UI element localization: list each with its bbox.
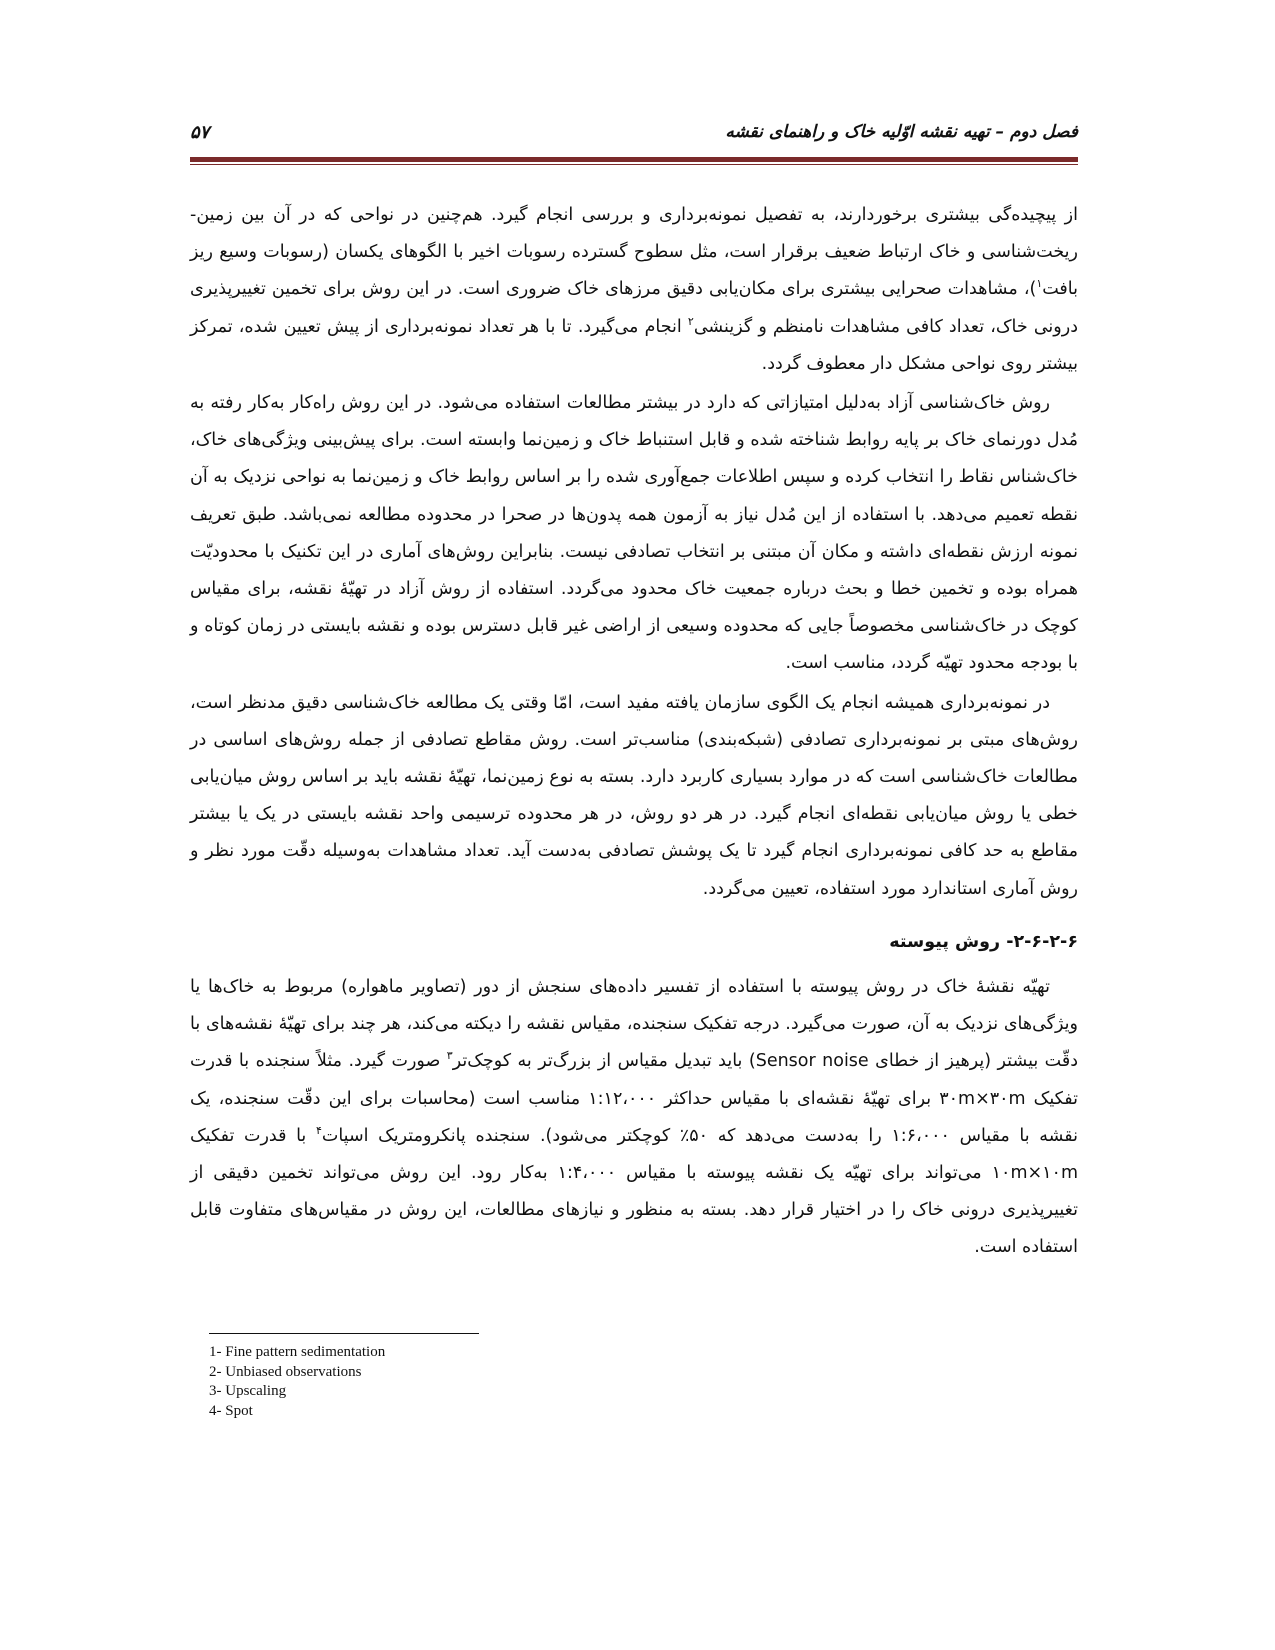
- footnote-3: 3- Upscaling: [209, 1383, 287, 1399]
- paragraph-3: در نمونه‌برداری همیشه انجام یک الگوی سازمان یافته مفید است، امّا وقتی یک مطالعه خاک‌شناسی دقیق مدنظر است، روش‌های مبتی بر نمونه‌برداری تصادفی (شبکه‌بندی) مناسب‌تر است. روش مقاطع تصادفی از جمله روش‌های اساسی در مطالعات خاک‌شناسی است که در موارد بسیاری کاربرد دارد. بسته به نوع زمین‌نما، تهیّهٔ نقشه باید بر اساس روش میان‌یابی خطی یا روش میان‌یابی نقطه‌ای انجام گیرد. در هر دو روش، در هر محدوده ترسیمی واحد نقشه بایستی در یک یا بیشتر مقاطع به حد کافی نمونه‌برداری انجام گیرد تا یک پوشش تصادفی به‌دست آید. تعداد مشاهدات به‌وسیله دقّت مورد نظر و روش آماری استاندارد مورد استفاده، تعیین می‌گردد.: [190, 692, 1078, 899]
- footnote-ref-4: ۴: [315, 1124, 322, 1138]
- section-heading: ۲-۶-۲-۶- روش پیوسته: [889, 931, 1078, 952]
- page-number: ۵۷: [190, 122, 210, 143]
- footnote-ref-3: ۳: [446, 1049, 453, 1063]
- header-rule-thin: [190, 164, 1078, 165]
- footnote-1: 1- Fine pattern sedimentation: [209, 1344, 386, 1360]
- header-rule-thick: [190, 157, 1078, 162]
- footnotes: [209, 1343, 385, 1421]
- footnote-separator: [209, 1333, 479, 1334]
- chapter-title: فصل دوم – تهیه نقشه اوّلیه خاک و راهنمای نقشه: [725, 122, 1078, 142]
- paragraph-2: روش خاک‌شناسی آزاد به‌دلیل امتیازاتی که دارد در بیشتر مطالعات استفاده می‌شود. در این روش راه‌کار به‌کار رفته به مُدل دورنمای خاک بر پایه روابط شناخته شده و قابل استنباط خاک و زمین‌نما وابسته است. برای پیش‌بینی ویژگی‌های خاک، خاک‌شناس نقاط را انتخاب کرده و سپس اطلاعات جمع‌آوری شده را بر اساس روابط خاک و زمین‌نما به نواحی نزدیک به آن نقطه تعمیم می‌دهد. با استفاده از این مُدل نیاز به آزمون همه پدون‌ها در صحرا در محدوده مطالعه نمی‌باشد. طبق تعریف نمونه ارزش نقطه‌ای داشته و مکان آن مبتنی بر انتخاب تصادفی نیست. بنابراین روش‌های آماری در این تکنیک با محدودیّت همراه بوده و تخمین خطا و بحث درباره جمعیت خاک محدود می‌گردد. استفاده از روش آزاد در تهیّهٔ نقشه، برای مقیاس کوچک در خاک‌شناسی مخصوصاً جایی که محدوده وسیعی از اراضی غیر قابل دسترس بوده و نقشه بایستی در زمان کوتاه و با بودجه محدود تهیّه گردد، مناسب است.: [190, 393, 1078, 674]
- footnote-4: 4- Spot: [209, 1402, 253, 1419]
- footnote-2: 2- Unbiased observations: [209, 1363, 362, 1380]
- footnote-ref-2: ۲: [687, 314, 694, 328]
- footnote-ref-1: ۱: [1036, 277, 1043, 291]
- body-text: [190, 197, 1078, 1269]
- page-header: [190, 118, 1078, 154]
- paragraph-4: تهیّه نقشهٔ خاک در روش پیوسته با استفاده از تفسیر داده‌های سنجش از دور (تصاویر ماهواره) مربوط به خاک‌ها یا ویژگی‌های نزدیک به آن، صورت می‌گیرد. درجه تفکیک سنجنده، مقیاس نقشه را دیکته می‌کند، هر چند برای تهیّهٔ نقشه‌های با دقّت بیشتر (پرهیز از خطای Sensor noise) باید تبدیل مقیاس از بزرگ‌تر به کوچک‌تر$^۳$ صورت گیرد. مثلاً سنجنده با قدرت تفکیک ۳۰m×۳۰m برای تهیّهٔ نقشه‌ای با مقیاس حداکثر ۱:۱۲،۰۰۰ مناسب است (محاسبات برای این دقّت سنجنده، یک نقشه با مقیاس ۱:۶،۰۰۰ را به‌دست می‌دهد که ۵۰٪ کوچکتر می‌شود). سنجنده پانکرومتریک اسپات$^۴$ با قدرت تفکیک ۱۰m×۱۰m می‌تواند برای تهیّه یک نقشه پیوسته با مقیاس ۱:۴،۰۰۰ به‌کار رود. این روش می‌تواند تخمین دقیقی از تغییرپذیری درونی خاک را در اختیار قرار دهد. بسته به منظور و نیازهای مطالعات، این روش در مقیاس‌های متفاوت قابل استفاده است.: [190, 977, 1079, 1258]
- paragraph-1: از پیچیده‌گی بیشتری برخوردارند، به تفصیل نمونه‌برداری و بررسی انجام گیرد. هم‌چنین در نواحی که در آن بین زمین‌- ریخت‌شناسی و خاک ارتباط ضعیف برقرار است، مثل سطوح گسترده رسوبات اخیر با الگوهای یکسان (رسوبات وسیع ریز بافت$^۱$)، مشاهدات صحرایی بیشتری برای مکان‌یابی دقیق مرزهای خاک ضروری است. در این روش برای تخمین تغییرپذیری درونی خاک، تعداد کافی مشاهدات نامنظم و گزینشی$^۲$ انجام می‌گیرد. تا با هر تعداد نمونه‌برداری از پیش تعیین شده، تمرکز بیشتر روی نواحی مشکل دار معطوف گردد.: [190, 205, 1078, 374]
